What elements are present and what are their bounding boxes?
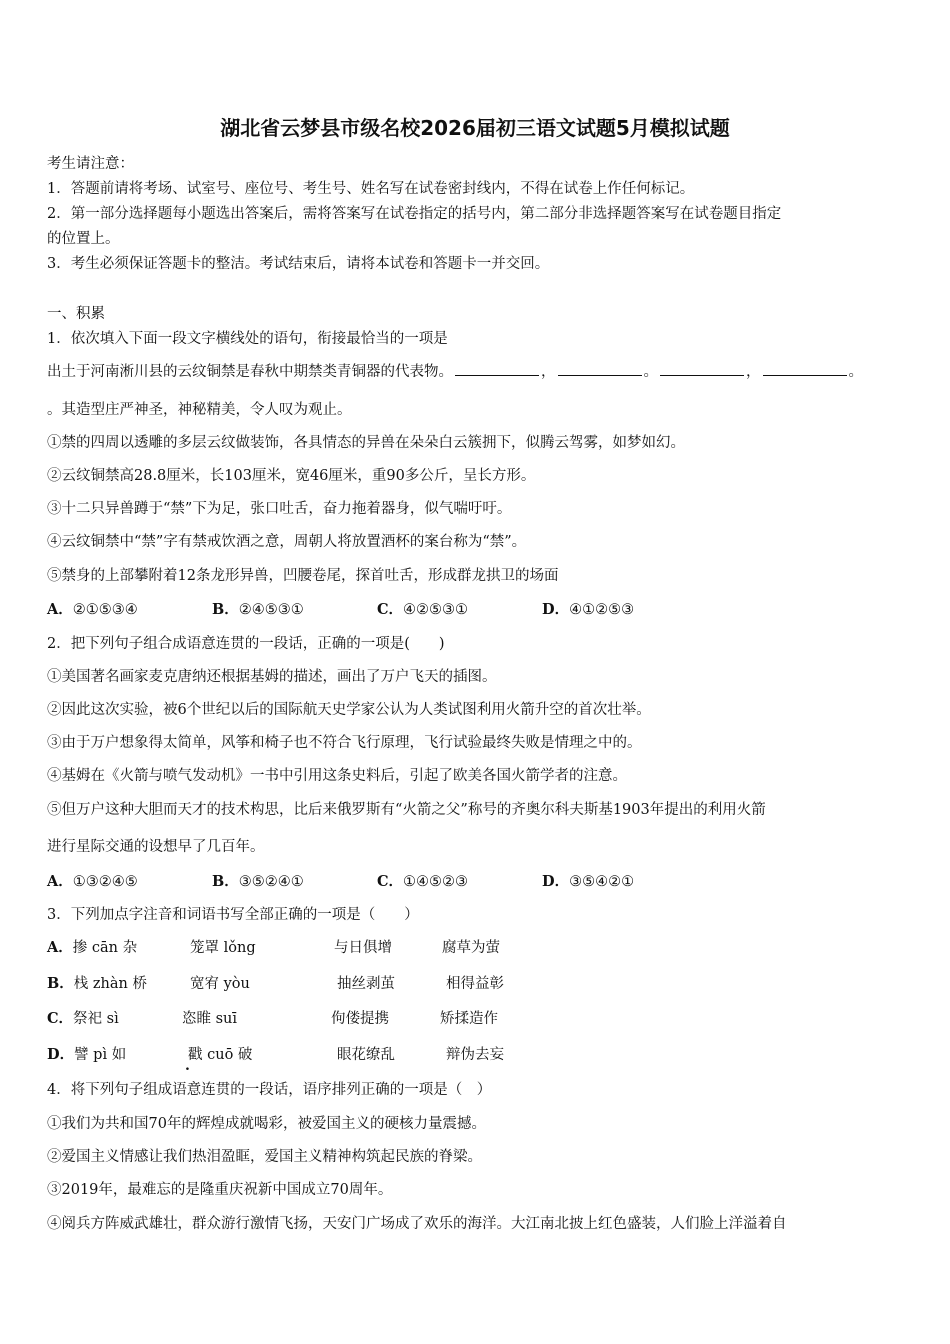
fill-blank[interactable] [558, 362, 642, 376]
notice-item: 2．第一部分选择题每小题选出答案后，需将答案写在试卷指定的括号内，第二部分非选择题答案写在试卷题目指定 [47, 206, 782, 222]
question-1-item: ④云纹铜禁中“禁”字有禁戒饮酒之意，周朝人将放置酒杯的案台称为“禁”。 [47, 534, 527, 550]
option-d-word: 眼花缭乱 [337, 1047, 395, 1063]
option-a-word: 与日俱增 [334, 940, 392, 956]
option-d-word: 辩伪去妄 [446, 1047, 504, 1063]
question-4-item: ①我们为共和国70年的辉煌成就喝彩，被爱国主义的硬核力量震撼。 [47, 1116, 486, 1132]
option-a[interactable]: A．①③②④⑤ [47, 873, 138, 890]
option-a[interactable]: A．掺 cān 杂 [47, 939, 138, 956]
question-2-item: ③由于万户想象得太简单，风筝和椅子也不符合飞行原理，飞行试验最终失败是情理之中的。 [47, 735, 642, 751]
passage-continuation: 。其造型庄严神圣，神秘精美，令人叹为观止。 [47, 402, 352, 418]
notice-heading: 考生请注意： [47, 156, 134, 172]
section-heading: 一、积累 [47, 306, 105, 322]
option-b[interactable]: B．栈 zhàn 桥 [47, 975, 147, 992]
option-b-word: 相得益彰 [446, 976, 504, 992]
option-c[interactable]: C．④②⑤③① [377, 601, 469, 618]
option-a[interactable]: A．②①⑤③④ [47, 601, 138, 618]
question-2-item: ①美国著名画家麦克唐纳还根据基姆的描述，画出了万户飞天的插图。 [47, 669, 497, 685]
question-1-stem: 1．依次填入下面一段文字横线处的语句，衔接最恰当的一项是 [47, 331, 448, 347]
option-d[interactable]: D．譬 pì 如 [47, 1046, 127, 1063]
option-c-word: 恣睢 suī [182, 1011, 238, 1027]
option-d-word: 戳 cuō 破 . [188, 1043, 950, 1064]
notice-item: 1．答题前请将考场、试室号、座位号、考生号、姓名写在试卷密封线内，不得在试卷上作任何标记。 [47, 181, 695, 197]
punct: 。 [848, 364, 863, 380]
option-d[interactable]: D．④①②⑤③ [542, 601, 635, 618]
question-4-item: ②爱国主义情感让我们热泪盈眶，爱国主义精神构筑起民族的脊梁。 [47, 1149, 482, 1165]
question-2-item: ②因此这次实验，被6个世纪以后的国际航天史学家公认为人类试图利用火箭升空的首次壮举。 [47, 702, 651, 718]
question-1-item: ③十二只异兽蹲于“禁”下为足，张口吐舌，奋力拖着器身，似气喘吁吁。 [47, 501, 512, 517]
punct: ， [541, 364, 556, 380]
question-3-stem: 3．下列加点字注音和词语书写全部正确的一项是（ ） [47, 907, 419, 923]
passage-text: 出土于河南淅川县的云纹铜禁是春秋中期禁类青铜器的代表物。 [47, 364, 453, 380]
question-2-item: 进行星际交通的设想早了几百年。 [47, 839, 265, 855]
question-1-item: ②云纹铜禁高28.8厘米，长103厘米，宽46厘米，重90多公斤，呈长方形。 [47, 468, 536, 484]
question-1-item: ⑤禁身的上部攀附着12条龙形异兽，凹腰卷尾，探首吐舌，形成群龙拱卫的场面 [47, 568, 559, 584]
question-1-passage [47, 360, 863, 381]
option-c-word: 矫揉造作 [440, 1011, 498, 1027]
notice-item: 3．考生必须保证答题卡的整洁。考试结束后，请将本试卷和答题卡一并交回。 [47, 256, 550, 272]
option-b-word: 抽丝剥茧 [337, 976, 395, 992]
punct: 。 [643, 364, 658, 380]
question-2-item: ④基姆在《火箭与喷气发动机》一书中引用这条史料后，引起了欧美各国火箭学者的注意。 [47, 768, 627, 784]
option-c-word: 佝偻提携 [331, 1011, 389, 1027]
question-4-item: ④阅兵方阵威武雄壮，群众游行激情飞扬，天安门广场成了欢乐的海洋。大江南北披上红色盛装，人们脸上洋溢着自 [47, 1216, 787, 1232]
option-c[interactable]: C．祭祀 sì [47, 1010, 119, 1027]
question-4-item: ③2019年，最难忘的是隆重庆祝新中国成立70周年。 [47, 1182, 393, 1198]
option-b-word: 宽宥 yòu [190, 976, 250, 992]
question-1-item: ①禁的四周以透雕的多层云纹做装饰，各具情态的异兽在朵朵白云簇拥下，似腾云驾雾，如梦如幻。 [47, 435, 685, 451]
notice-item: 的位置上。 [47, 231, 120, 247]
fill-blank[interactable] [763, 362, 847, 376]
option-d[interactable]: D．③⑤④②① [542, 873, 635, 890]
question-4-stem: 4．将下列句子组成语意连贯的一段话，语序排列正确的一项是（ ） [47, 1082, 492, 1098]
fill-blank[interactable] [455, 362, 539, 376]
option-b[interactable]: B．③⑤②④① [212, 873, 304, 890]
fill-blank[interactable] [660, 362, 744, 376]
question-2-stem: 2．把下列句子组合成语意连贯的一段话，正确的一项是( ) [47, 636, 445, 652]
punct: ， [746, 364, 761, 380]
option-c[interactable]: C．①④⑤②③ [377, 873, 469, 890]
option-b[interactable]: B．②④⑤③① [212, 601, 304, 618]
page-title: 湖北省云梦县市级名校2026届初三语文试题5月模拟试题 [220, 116, 730, 140]
option-a-word: 腐草为萤 [442, 940, 500, 956]
question-2-item: ⑤但万户这种大胆而天才的技术构思，比后来俄罗斯有“火箭之父”称号的齐奥尔科夫斯基1903年提出的利用火箭 [47, 802, 766, 818]
option-a-word: 笼罩 lǒng [190, 940, 256, 956]
